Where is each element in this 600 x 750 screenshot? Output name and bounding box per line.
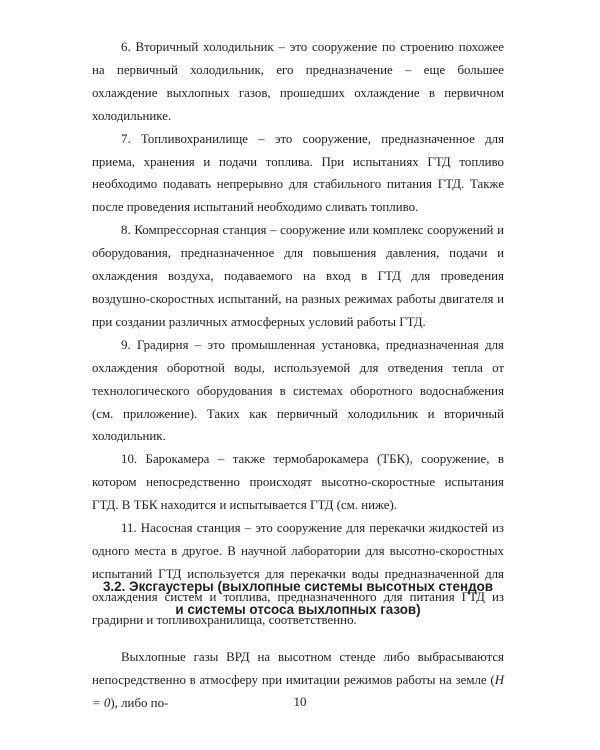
- paragraph-pressure-chamber: 10. Барокамера – также термобарокамера (ТБК), сооружение, в котором непосредственно происходят высотно-скоростные испытания ГТД. В ТБК находится и испытывается ГТД (см. ниже).: [92, 452, 504, 513]
- paragraph-compressor-station: 8. Компрессорная станция – сооружение или комплекс сооружений и оборудования, предназначенное для повышения давления, подачи и охлаждения воздуха, подаваемого на вход в ГТД для проведения воздушно-скоростных испытаний, на разных режимах работы двигателя и при создании различных атмосферных условий работы ГТД.: [92, 223, 504, 329]
- exhaust-text-end: ), либо по-: [110, 695, 169, 710]
- paragraph-cooling-tower: 9. Градирня – это промышленная установка, предназначенная для охлаждения оборотной воды, используемой для отведения тепла от технологического оборудования в системах оборотного водоснабжения (см. приложение). Таких как первичный холодильник и вторичный холодильник.: [92, 337, 504, 444]
- altitude-formula: H = 0: [92, 672, 504, 710]
- page-number: 10: [293, 694, 307, 709]
- paragraph-secondary-cooler: 6. Вторичный холодильник – это сооружение по строению похожее на первичный холодильник, его предназначение – еще большее охлаждение выхлопных газов, прошедших охлаждение в первичном холодильнике.: [92, 40, 504, 123]
- exhaust-text-start: Выхлопные газы ВРД на высотном стенде либо выбрасываются непосредственно в атмосферу при имитации режимов работы на земле (: [92, 650, 504, 687]
- section-heading: [92, 575, 504, 621]
- paragraph-pump-station: 11. Насосная станция – это сооружение для перекачки жидкостей из одного места в другое. В научной лаборатории для высотно-скоростных испытаний ГТД используется для перекачки воды предназначенной для охлаждения систем и топлива, предназначенного для питания ГТД из градирни и топливохранилища, соответственно.: [92, 521, 504, 627]
- paragraph-fuel-storage: 7. Топливохранилище – это сооружение, предназначенное для приема, хранения и подачи топлива. При испытаниях ГТД топливо необходимо подавать непрерывно для стабильного питания ГТД. Также после проведения испытаний необходимо сливать топливо.: [92, 131, 504, 215]
- section-heading-line-1: 3.2. Эксгаустеры (выхлопные системы высотных стендов: [102, 579, 494, 594]
- body-text: [92, 36, 504, 632]
- section-heading-line-2: и системы отсоса выхлопных газов): [175, 602, 421, 617]
